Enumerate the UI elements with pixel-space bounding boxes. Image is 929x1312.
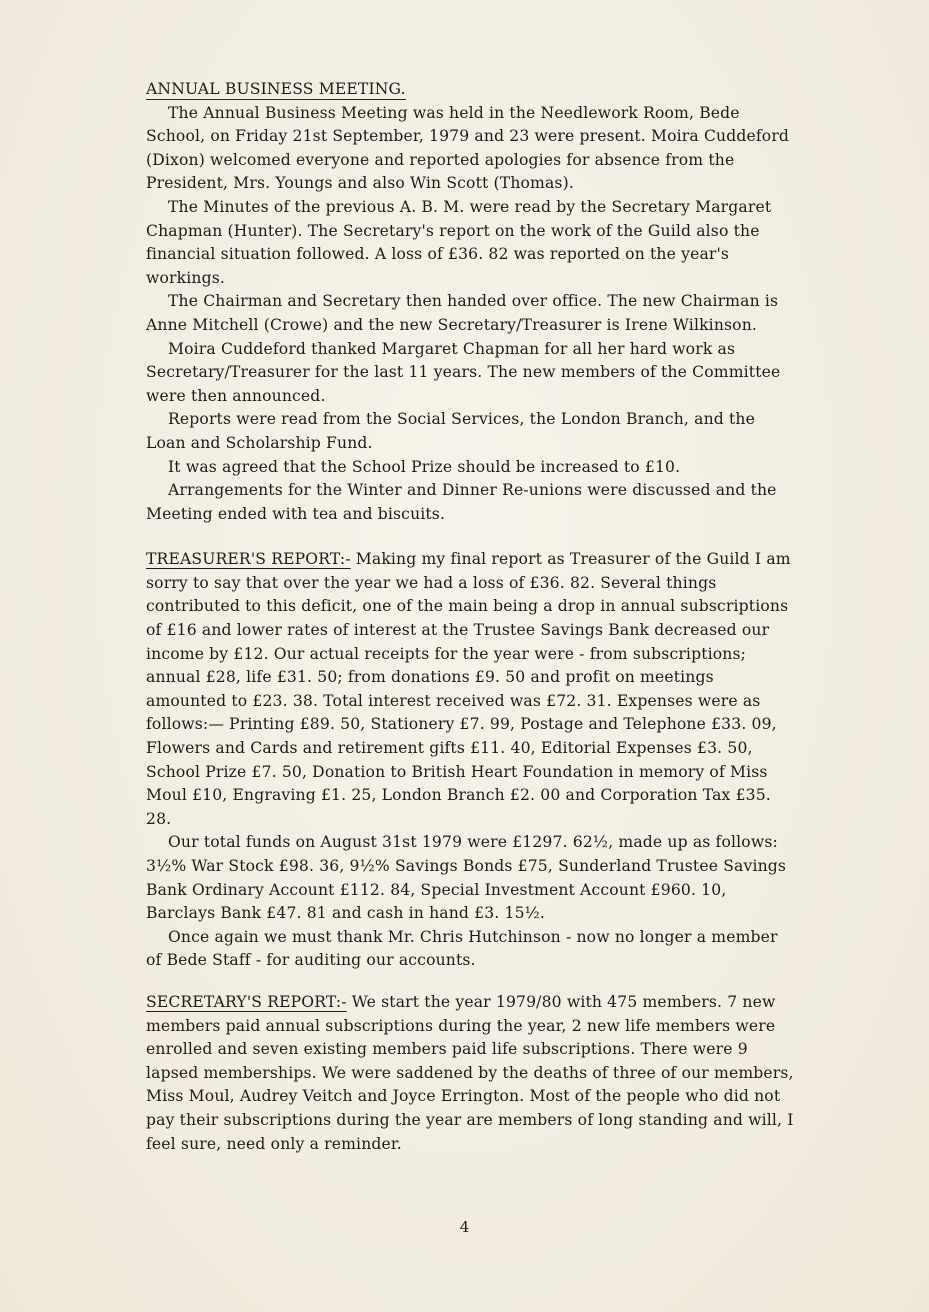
secretary-report-text: We start the year 1979/80 with 475 members. 7 new members paid annual subscriptions during the year, 2 new life members were enrolled and seven existing members paid life subscriptions. There were 9 lapsed memberships. We were saddened by the deaths of three of our members, Miss Moul, Audrey Veitch and Joyce Errington. Most of the people who did not pay their subscriptions during the year are members of long standing and will, I feel sure, need only a reminder. xyxy=(146,992,794,1153)
annual-meeting-paragraph: Arrangements for the Winter and Dinner Re-unions were discussed and the Meeting ended with tea and biscuits. xyxy=(146,481,777,523)
treasurer-report-paragraph: Our total funds on August 31st 1979 were £1297. 62½, made up as follows: 3½% War Stock £98. 36, 9½% Savings Bonds £75, Sunderland Trustee Savings Bank Ordinary Account £112. 84, Special Investment Account £960. 10, Barclays Bank £47. 81 and cash in hand £3. 15½. xyxy=(146,833,787,923)
treasurer-report-heading: TREASURER'S REPORT:- xyxy=(146,550,351,569)
annual-meeting-section xyxy=(146,78,796,526)
annual-meeting-paragraph: Reports were read from the Social Services, the London Branch, and the Loan and Scholarship Fund. xyxy=(146,410,755,452)
secretary-report-paragraph xyxy=(146,991,796,1156)
treasurer-report-paragraph xyxy=(146,548,796,831)
annual-meeting-paragraph: Moira Cuddeford thanked Margaret Chapman for all her hard work as Secretary/Treasurer for the last 11 years. The new members of the Committee were then announced. xyxy=(146,339,781,405)
text-column xyxy=(146,78,796,1156)
secretary-report-heading: SECRETARY'S REPORT:- xyxy=(146,992,347,1011)
annual-meeting-paragraph: The Minutes of the previous A. B. M. were read by the Secretary Margaret Chapman (Hunter). The Secretary's report on the work of the Guild also the financial situation followed. A loss of £36. 82 was reported on the year's workings. xyxy=(146,197,772,287)
annual-meeting-paragraph: The Annual Business Meeting was held in the Needlework Room, Bede School, on Friday 21st September, 1979 and 23 were present. Moira Cuddeford (Dixon) welcomed everyone and reported apologies for absence from the President, Mrs. Youngs and also Win Scott (Thomas). xyxy=(146,103,790,193)
treasurer-report-paragraph: Once again we must thank Mr. Chris Hutchinson - now no longer a member of Bede Staff - for auditing our accounts. xyxy=(146,927,778,970)
annual-meeting-heading: ANNUAL BUSINESS MEETING. xyxy=(146,80,406,98)
annual-meeting-paragraph: The Chairman and Secretary then handed over office. The new Chairman is Anne Mitchell (Crowe) and the new Secretary/Treasurer is Irene Wilkinson. xyxy=(146,292,779,334)
annual-meeting-paragraph: It was agreed that the School Prize should be increased to £10. xyxy=(168,457,681,476)
treasurer-report-section xyxy=(146,548,796,973)
page-number: 4 xyxy=(459,1218,470,1236)
treasurer-report-text: Making my final report as Treasurer of the Guild I am sorry to say that over the year we had a loss of £36. 82. Several things contributed to this deficit, one of the main being a drop in annual subscriptions of £16 and lower rates of interest at the Trustee Savings Bank decreased our income by £12. Our actual receipts for the year were - from subscriptions; annual £28, life £31. 50; from donations £9. 50 and profit on meetings amounted to £23. 38. Total interest received was £72. 31. Expenses were as follows:— Printing £89. 50, Stationery £7. 99, Postage and Telephone £33. 09, Flowers and Cards and retirement gifts £11. 40, Editorial Expenses £3. 50, School Prize £7. 50, Donation to British Heart Foundation in memory of Miss Moul £10, Engraving £1. 25, London Branch £2. 00 and Corporation Tax £35. 28. xyxy=(146,550,791,828)
secretary-report-section xyxy=(146,991,796,1156)
